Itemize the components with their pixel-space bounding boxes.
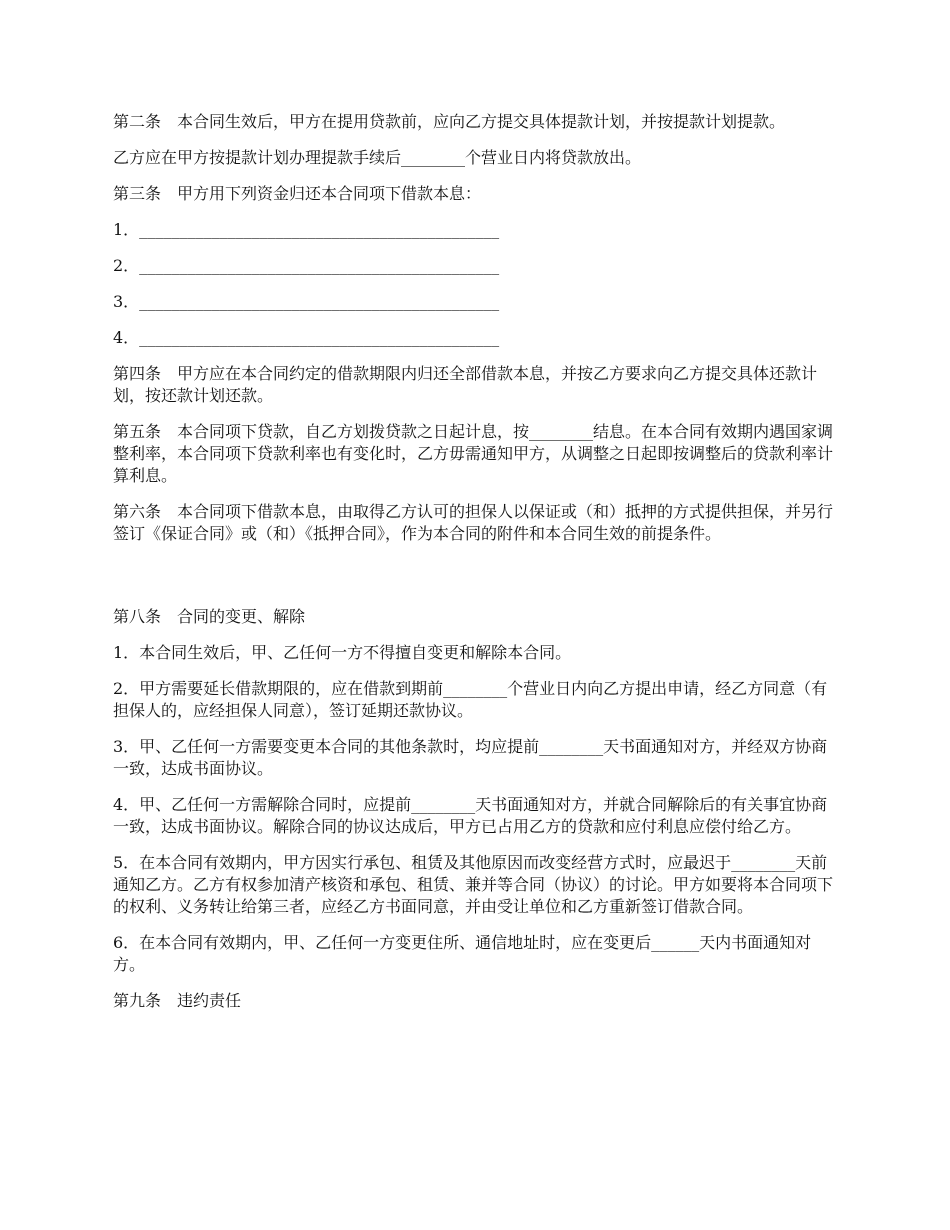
article-8-item-6: 6．在本合同有效期内，甲、乙任何一方变更住所、通信地址时，应在变更后______天内书面通知对方。 [113, 933, 812, 974]
article-8-item-5: 5．在本合同有效期内，甲方因实行承包、租赁及其他原因而改变经营方式时，应最迟于________天前通知乙方。乙方有权参加清产核资和承包、租赁、兼并等合同（协议）的讨论。甲方如要将本合同项下的权利、义务转让给第三者，应经乙方书面同意，并由受让单位和乙方重新签订借款合同。 [113, 853, 834, 916]
repayment-source-line-2: 2．_____________________________________________ [113, 256, 500, 275]
document-body [113, 111, 843, 1026]
article-2-paragraph: 第二条 本合同生效后，甲方在提用贷款前，应向乙方提交具体提款计划，并按提款计划提款。 [113, 112, 786, 131]
repayment-source-line-3: 3．_____________________________________________ [113, 292, 500, 311]
repayment-source-line-1: 1．_____________________________________________ [113, 220, 500, 239]
repayment-source-line-4: 4．_____________________________________________ [113, 328, 500, 347]
article-2-release-paragraph: 乙方应在甲方按提款计划办理提款手续后________个营业日内将贷款放出。 [113, 148, 642, 167]
article-5-paragraph: 第五条 本合同项下贷款，自乙方划拨贷款之日起计息，按________结息。在本合同有效期内遇国家调整利率，本合同项下贷款利率也有变化时，乙方毋需通知甲方，从调整之日起即按调整后的贷款利率计算利息。 [113, 422, 834, 485]
article-8-heading: 第八条 合同的变更、解除 [113, 607, 306, 626]
article-8-item-2: 2．甲方需要延长借款期限的，应在借款到期前________个营业日内向乙方提出申请，经乙方同意（有担保人的，应经担保人同意），签订延期还款协议。 [113, 679, 828, 720]
article-8-item-4: 4．甲、乙任何一方需解除合同时，应提前________天书面通知对方，并就合同解除后的有关事宜协商一致，达成书面协议。解除合同的协议达成后，甲方已占用乙方的贷款和应付利息应偿付给乙方。 [113, 795, 828, 836]
article-9-heading: 第九条 违约责任 [113, 991, 242, 1010]
article-4-paragraph: 第四条 甲方应在本合同约定的借款期限内归还全部借款本息，并按乙方要求向乙方提交具体还款计划，按还款计划还款。 [113, 364, 818, 405]
article-6-paragraph: 第六条 本合同项下借款本息，由取得乙方认可的担保人以保证或（和）抵押的方式提供担保，并另行签订《保证合同》或（和）《抵押合同》，作为本合同的附件和本合同生效的前提条件。 [113, 502, 834, 543]
article-8-item-1: 1．本合同生效后，甲、乙任何一方不得擅自变更和解除本合同。 [113, 643, 572, 662]
section-gap [113, 559, 843, 606]
article-3-paragraph: 第三条 甲方用下列资金归还本合同项下借款本息： [113, 184, 482, 203]
article-8-item-3: 3．甲、乙任何一方需要变更本合同的其他条款时，均应提前________天书面通知对方，并经双方协商一致，达成书面协议。 [113, 737, 828, 778]
